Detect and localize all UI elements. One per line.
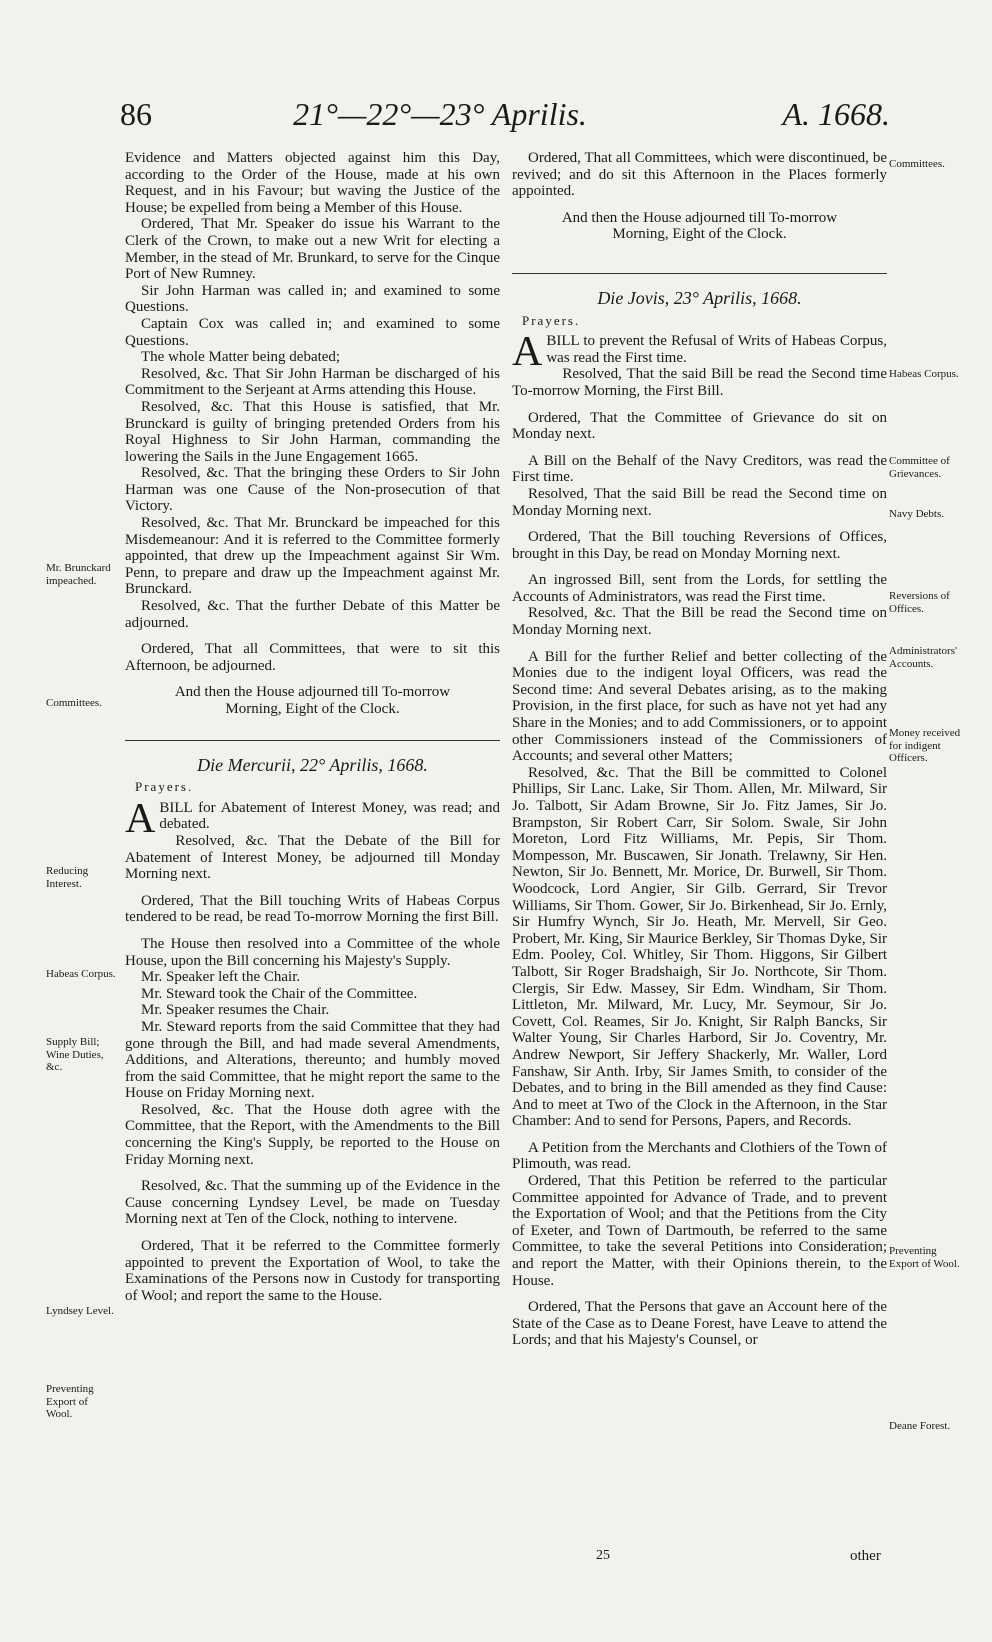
paragraph: Resolved, &c. That the Bill be read the Second time on Monday Morning next. bbox=[512, 605, 887, 639]
paragraph: Mr. Speaker left the Chair. bbox=[141, 969, 301, 986]
margin-note: Navy Debts. bbox=[889, 508, 944, 520]
adjournment: And then the House adjourned till To-morrow Morning, Eight of the Clock. bbox=[174, 684, 451, 717]
section-divider bbox=[125, 740, 500, 741]
paragraph: Ordered, That the Bill touching Reversions of Offices, brought in this Day, be read on Monday Morning next. bbox=[512, 529, 887, 562]
paragraph: Resolved, &c. That the Debate of the Bill for Abatement of Interest Money, be adjourned till Monday Morning next. bbox=[125, 832, 500, 883]
margin-note: Deane Forest. bbox=[889, 1420, 951, 1432]
left-column bbox=[125, 150, 500, 1304]
paragraph: Sir John Harman was called in; and examined to some Questions. bbox=[125, 282, 500, 316]
paragraph: Ordered, That it be referred to the Committee formerly appointed to prevent the Exportation of Wool, to take the Examinations of the Persons now in Custody for transporting of Wool; and report the same to the House. bbox=[125, 1238, 500, 1304]
right-column bbox=[512, 150, 887, 1349]
prayers-heading: Prayers. bbox=[522, 312, 581, 328]
margin-note: Habeas Corpus. bbox=[46, 968, 116, 980]
paragraph: Mr. Speaker resumes the Chair. bbox=[141, 1002, 330, 1019]
margin-note: Reversions of Offices. bbox=[889, 590, 950, 615]
paragraph: The House then resolved into a Committee of the whole House, upon the Bill concerning his Majesty's Supply. bbox=[125, 935, 500, 969]
paragraph: ABILL to prevent the Refusal of Writs of Habeas Corpus, was read the First time. bbox=[512, 329, 887, 376]
paragraph: Captain Cox was called in; and examined to some Questions. bbox=[125, 315, 500, 349]
header-dates: 21°—22°—23° Aprilis. bbox=[293, 96, 587, 132]
running-head bbox=[120, 96, 890, 140]
margin-note: Habeas Corpus. bbox=[889, 368, 959, 380]
paragraph: Ordered, That the Bill touching Writs of Habeas Corpus tendered to be read, be read To-morrow Morning the first Bill. bbox=[125, 892, 500, 926]
paragraph: Resolved, &c. That Mr. Brunckard be impeached for this Misdemeanour: And it is referred to the Committee formerly appointed, that drew up the Impeachment against Sir Wm. Penn, to prepare and draw up the Impeachment against Mr. Brunckard. bbox=[125, 515, 500, 598]
paragraph: Resolved, &c. That the bringing these Orders to Sir John Harman was one Cause of the Non-prosecution of that Victory. bbox=[125, 465, 500, 515]
paragraph: Resolved, &c. That the Bill be committed to Colonel Phillips, Sir Lanc. Lake, Sir Thom. Allen, Mr. Milward, Sir Jo. Talbott, Sir Adam Browne, Sir Jo. Fitz James, Sir Jo. Brampston, Sir Robert Carr, Sir Solom. Swale, Sir John Moreton, Lord Fitz Williams, Mr. Pepis, Sir Thom. Mompesson, Mr. Buscawen, Sir Jonath. Trelawny, Sir Hen. Newton, Sir Jo. Bennett, Mr. Morice, Dr. Burwell, Sir Thom. Woodcock, Lord Angier, Sir Gilb. Gerrard, Sir Trevor Williams, Sir Thom. Gower, Sir Jo. Birkenhead, Sir Jo. Ernly, Sir Humfry Wynch, Sir Jo. Heath, Mr. Mervell, Sir Geo. Probert, Mr. King, Sir Maurice Berkley, Sir Thomas Dyke, Sir Edm. Pooley, Col. Whitley, Sir Thom. Higgons, Sir Gilbert Talbott, Sir Roger Bradshaigh, Sir Jo. Northcote, Sir Thom. Clergis, Sir Edw. Massey, Sir Edm. Windham, Sir Thom. Littleton, Mr. Milward, Mr. Lucy, Mr. Seymour, Sir Jo. Covett, Col. Reames, Sir Jo. Knight, Sir Ralph Bancks, Sir Walter Young, Sir Charles Harbord, Sir Jo. Coventry, Mr. Andrew Newport, Sir Jeffery Shackerly, Mr. Waller, Lord Fanshaw, Sir Anth. Irby, Sir James Smith, to consider of the Debates, and to bring in the Bill amended as they find Cause: And to meet at Two of the Clock in the Afternoon, in the Star Chamber: And to send for Persons, Papers, and Records. bbox=[512, 764, 887, 1130]
paragraph: The whole Matter being debated; bbox=[141, 349, 341, 366]
drop-cap: A bbox=[125, 795, 156, 842]
paragraph: Resolved, &c. That the summing up of the Evidence in the Cause concerning Lyndsey Level, be made on Tuesday Morning next at Ten of the Clock, nothing to intervene. bbox=[125, 1178, 500, 1228]
paragraph: Resolved, &c. That the House doth agree with the Committee, that the Report, with the Amendments to the Bill concerning the King's Supply, be reported to the House on Friday Morning next. bbox=[125, 1101, 500, 1168]
paragraph: Resolved, That the said Bill be read the Second time To-morrow Morning, the First Bill. bbox=[512, 366, 887, 399]
paragraph: An ingrossed Bill, sent from the Lords, for settling the Accounts of Administrators, was read the First time. bbox=[512, 572, 887, 605]
drop-cap: A bbox=[512, 329, 543, 376]
margin-note: Mr. Brunckard impeached. bbox=[46, 562, 111, 587]
paragraph: ABILL for Abatement of Interest Money, was read; and debated. bbox=[125, 795, 500, 842]
catchword: other bbox=[850, 1548, 881, 1564]
section-title: Die Mercurii, 22° Aprilis, 1668. bbox=[197, 754, 428, 775]
margin-note: Preventing Export of Wool. bbox=[889, 1245, 960, 1270]
paragraph: Ordered, That this Petition be referred to the particular Committee appointed for Advance of Trade, and to prevent the Exportation of Wool; and that the Petitions from the City of Exeter, and Town of Dartmouth, be referred to the same Committee, to take the several Petitions into Consideration; and report the Matter, with their Opinions therein, to the House. bbox=[512, 1173, 887, 1289]
section-divider bbox=[512, 273, 887, 274]
paragraph: Ordered, That all Committees, that were to sit this Afternoon, be adjourned. bbox=[125, 641, 500, 674]
paragraph: Ordered, That Mr. Speaker do issue his Warrant to the Clerk of the Crown, to make out a new Writ for electing a Member, in the stead of Mr. Brunkard, to serve for the Cinque Port of New Rumney. bbox=[125, 216, 500, 283]
margin-note: Preventing Export of Wool. bbox=[46, 1383, 94, 1420]
paragraph: A Bill for the further Relief and better collecting of the Monies due to the indigent loyal Officers, was read the Second time: And several Debates arising, as to the making Provision, in the first place, for such as have not yet had any Share in the Monies; and to add Commissioners, or to appoint other Commissioners instead of the Commissioners of Accounts; and several other Matters; bbox=[512, 648, 887, 765]
paragraph: Mr. Steward took the Chair of the Committee. bbox=[141, 985, 418, 1002]
margin-note: Reducing Interest. bbox=[46, 865, 89, 890]
adjournment: And then the House adjourned till To-morrow Morning, Eight of the Clock. bbox=[561, 209, 838, 243]
paragraph: Resolved, &c. That this House is satisfied, that Mr. Brunckard is guilty of bringing pretended Orders from his Royal Highness to Sir John Harman, commanding the lowering the Sails in the June Engagement 1665. bbox=[125, 398, 500, 465]
margin-note: Supply Bill; Wine Duties, &c. bbox=[46, 1036, 104, 1073]
margin-note: Committees. bbox=[889, 158, 945, 170]
paragraph: Mr. Steward reports from the said Committee that they had gone through the Bill, and had made several Amendments, Additions, and Alterations, thereunto; and humbly moved from the said Committee, that he might report the same to the House on Friday Morning next. bbox=[125, 1018, 500, 1102]
margin-note: Lyndsey Level. bbox=[46, 1305, 114, 1317]
paragraph: A Bill on the Behalf of the Navy Creditors, was read the First time. bbox=[512, 452, 887, 486]
section-title: Die Jovis, 23° Aprilis, 1668. bbox=[597, 287, 802, 308]
paragraph: Resolved, &c. That the further Debate of this Matter be adjourned. bbox=[125, 598, 500, 631]
paragraph: Ordered, That the Committee of Grievance do sit on Monday next. bbox=[512, 409, 887, 443]
margin-note: Administrators' Accounts. bbox=[889, 645, 957, 670]
page-number: 86 bbox=[120, 96, 152, 132]
paragraph: Ordered, That all Committees, which were discontinued, be revived; and do sit this Afternoon in the Places formerly appointed. bbox=[512, 150, 887, 200]
header-year: A. 1668. bbox=[782, 96, 890, 132]
paragraph: A Petition from the Merchants and Clothiers of the Town of Plimouth, was read. bbox=[512, 1139, 887, 1173]
margin-note: Committee of Grievances. bbox=[889, 455, 950, 480]
paragraph: Resolved, &c. That Sir John Harman be discharged of his Commitment to the Serjeant at Arms attending this House. bbox=[125, 365, 500, 399]
paragraph: Ordered, That the Persons that gave an Account here of the State of the Case as to Deane Forest, have Leave to attend the Lords; and that his Majesty's Counsel, or bbox=[512, 1299, 887, 1349]
signature-mark: 25 bbox=[596, 1548, 610, 1563]
margin-note: Committees. bbox=[46, 697, 102, 709]
prayers-heading: Prayers. bbox=[135, 779, 194, 795]
paragraph: Resolved, That the said Bill be read the Second time on Monday Morning next. bbox=[512, 485, 887, 519]
margin-note: Money received for indigent Officers. bbox=[889, 727, 961, 764]
paragraph: Evidence and Matters objected against him this Day, according to the Order of the House, made at his own Request, and in his Favour; but waving the Justice of the House; be expelled from being a Member of this House. bbox=[125, 150, 500, 216]
